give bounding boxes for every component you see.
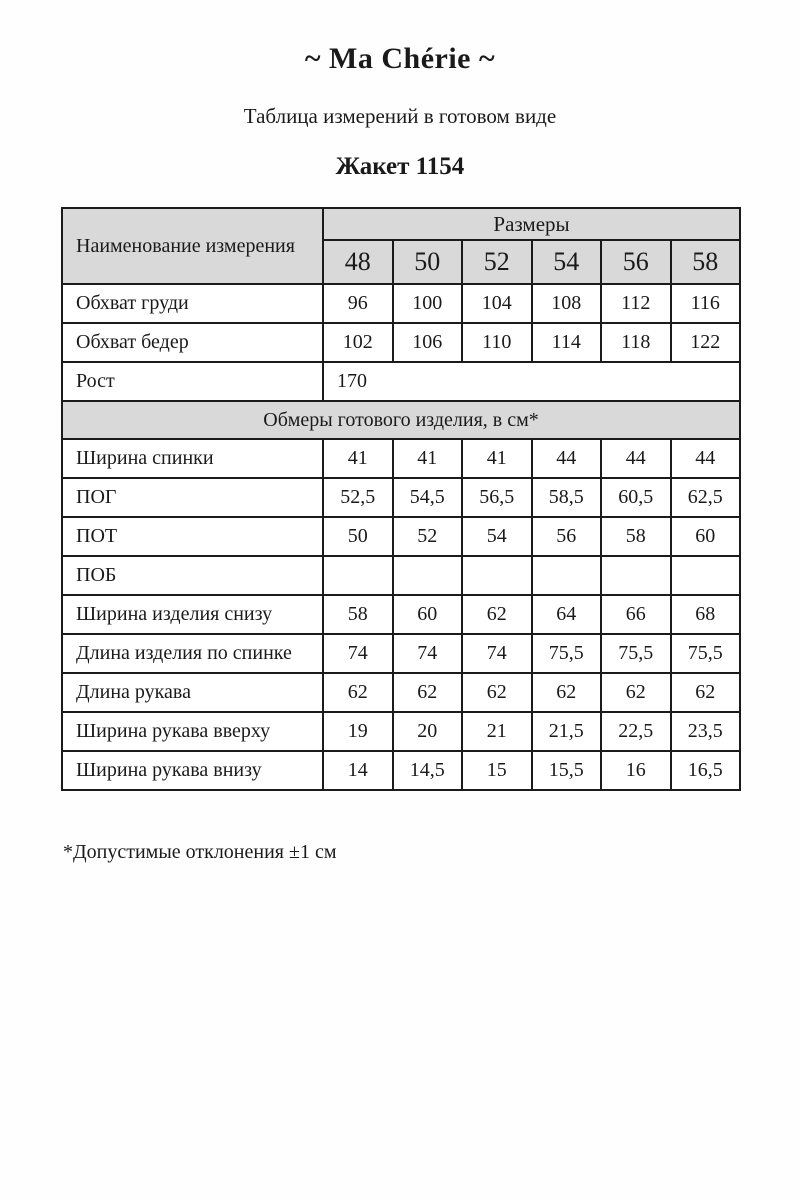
table-row — [62, 362, 740, 401]
measurement-value: 66 — [601, 595, 671, 634]
measurement-value: 64 — [532, 595, 602, 634]
row-label: Ширина спинки — [62, 439, 323, 478]
row-label: Длина изделия по спинке — [62, 634, 323, 673]
merged-value: 170 — [323, 362, 740, 401]
row-label: Рост — [62, 362, 323, 401]
measurement-value: 22,5 — [601, 712, 671, 751]
size-column-header: 50 — [393, 240, 463, 284]
measurement-value: 54,5 — [393, 478, 463, 517]
measurement-value: 16 — [601, 751, 671, 790]
measurement-value — [532, 556, 602, 595]
brand-title: ~ Ma Chérie ~ — [304, 42, 496, 75]
measurement-value: 106 — [393, 323, 463, 362]
table-row — [62, 284, 740, 323]
measurement-value: 60 — [671, 517, 741, 556]
measurement-value: 62 — [393, 673, 463, 712]
measurement-value: 62 — [601, 673, 671, 712]
measurement-value: 60,5 — [601, 478, 671, 517]
tolerance-footnote: *Допустимые отклонения ±1 см — [63, 841, 337, 863]
measurement-value: 118 — [601, 323, 671, 362]
measurement-value: 68 — [671, 595, 741, 634]
measurement-value: 14,5 — [393, 751, 463, 790]
measurement-value: 41 — [323, 439, 393, 478]
section-header: Обмеры готового изделия, в см* — [62, 401, 740, 439]
measurement-value: 114 — [532, 323, 602, 362]
measurement-value — [601, 556, 671, 595]
table-row — [62, 634, 740, 673]
table-row — [62, 323, 740, 362]
row-label: Ширина изделия снизу — [62, 595, 323, 634]
measurement-value: 62 — [323, 673, 393, 712]
sizes-header: Размеры — [323, 208, 740, 240]
size-measurement-table — [61, 207, 741, 791]
row-label: ПОТ — [62, 517, 323, 556]
product-title: Жакет 1154 — [335, 153, 465, 180]
measurement-value: 21,5 — [532, 712, 602, 751]
size-column-header: 48 — [323, 240, 393, 284]
table-row — [62, 401, 740, 439]
measurement-value: 75,5 — [671, 634, 741, 673]
measurement-value: 54 — [462, 517, 532, 556]
measurement-value: 62 — [532, 673, 602, 712]
measurement-value — [462, 556, 532, 595]
table-row — [62, 595, 740, 634]
row-label: Длина рукава — [62, 673, 323, 712]
measurement-value: 56,5 — [462, 478, 532, 517]
measurement-value: 50 — [323, 517, 393, 556]
measurement-value: 19 — [323, 712, 393, 751]
measurement-value: 75,5 — [532, 634, 602, 673]
sizes-title-row — [62, 208, 740, 240]
row-label: Обхват груди — [62, 284, 323, 323]
measurement-value: 58 — [323, 595, 393, 634]
row-label: Обхват бедер — [62, 323, 323, 362]
measurement-value: 62 — [462, 673, 532, 712]
measurement-value: 74 — [393, 634, 463, 673]
measurement-value: 52 — [393, 517, 463, 556]
measurement-value: 21 — [462, 712, 532, 751]
row-label: Ширина рукава вверху — [62, 712, 323, 751]
size-column-header: 58 — [671, 240, 741, 284]
measurement-value: 75,5 — [601, 634, 671, 673]
table-row — [62, 751, 740, 790]
measurement-value: 74 — [462, 634, 532, 673]
table-row — [62, 478, 740, 517]
measurement-value: 23,5 — [671, 712, 741, 751]
measurement-value: 44 — [601, 439, 671, 478]
measurement-value: 14 — [323, 751, 393, 790]
measurement-value: 102 — [323, 323, 393, 362]
measurement-value: 74 — [323, 634, 393, 673]
measurement-value — [393, 556, 463, 595]
size-column-header: 54 — [532, 240, 602, 284]
measurement-value: 15 — [462, 751, 532, 790]
measurement-value — [323, 556, 393, 595]
measurement-value: 62,5 — [671, 478, 741, 517]
measurement-value: 110 — [462, 323, 532, 362]
measurement-value: 44 — [532, 439, 602, 478]
measurement-value: 52,5 — [323, 478, 393, 517]
measurement-value: 15,5 — [532, 751, 602, 790]
table-row — [62, 712, 740, 751]
measurement-value: 41 — [462, 439, 532, 478]
measurement-value: 44 — [671, 439, 741, 478]
measurement-value: 104 — [462, 284, 532, 323]
size-column-header: 52 — [462, 240, 532, 284]
measurement-value: 16,5 — [671, 751, 741, 790]
table-row — [62, 517, 740, 556]
sheet-subtitle: Таблица измерений в готовом виде — [243, 104, 557, 128]
table-header — [62, 208, 740, 284]
measurement-value — [671, 556, 741, 595]
measurement-value: 122 — [671, 323, 741, 362]
measurement-value: 112 — [601, 284, 671, 323]
size-column-header: 56 — [601, 240, 671, 284]
table-body — [62, 284, 740, 790]
measurement-value: 108 — [532, 284, 602, 323]
table-row — [62, 673, 740, 712]
measurement-value: 58 — [601, 517, 671, 556]
measurement-value: 58,5 — [532, 478, 602, 517]
measurement-name-header: Наименование измерения — [62, 208, 323, 284]
measurement-value: 62 — [671, 673, 741, 712]
measurement-value: 96 — [323, 284, 393, 323]
table-row — [62, 556, 740, 595]
measurement-value: 20 — [393, 712, 463, 751]
row-label: Ширина рукава внизу — [62, 751, 323, 790]
table-row — [62, 439, 740, 478]
measurement-value: 41 — [393, 439, 463, 478]
measurement-value: 60 — [393, 595, 463, 634]
measurement-value: 56 — [532, 517, 602, 556]
row-label: ПОБ — [62, 556, 323, 595]
measurement-value: 62 — [462, 595, 532, 634]
measurement-value: 116 — [671, 284, 741, 323]
row-label: ПОГ — [62, 478, 323, 517]
measurement-value: 100 — [393, 284, 463, 323]
